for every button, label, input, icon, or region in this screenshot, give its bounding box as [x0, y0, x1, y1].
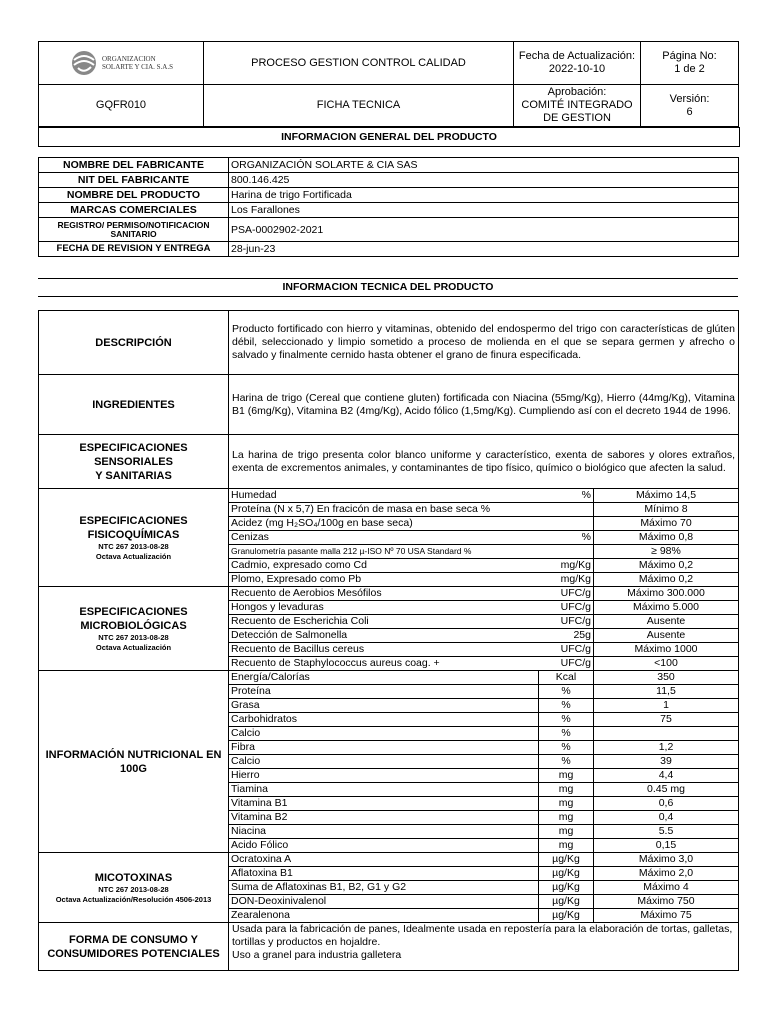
physchem-param: Cadmio, expresado como Cd mg/Kg: [229, 559, 594, 573]
general-label: NOMBRE DEL PRODUCTO: [39, 188, 229, 203]
nutrition-unit: %: [539, 713, 594, 727]
page-value: 1 de 2: [674, 63, 705, 75]
nutrition-row: [39, 671, 739, 685]
sun-logo-icon: [69, 48, 99, 78]
nutrition-param: Niacina: [229, 825, 539, 839]
ingredients-label: INGREDIENTES: [39, 375, 229, 435]
nutrition-param: Vitamina B1: [229, 797, 539, 811]
physchem-label-line2: FISICOQUÍMICAS: [87, 528, 180, 541]
consumption-label-line2: CONSUMIDORES POTENCIALES: [47, 947, 220, 960]
general-value: ORGANIZACIÓN SOLARTE & CIA SAS: [229, 158, 739, 173]
mycotoxin-unit: µg/Kg: [539, 867, 594, 881]
general-value: 800.146.425: [229, 173, 739, 188]
nutrition-param: Proteína: [229, 685, 539, 699]
nutrition-param: Calcio: [229, 755, 539, 769]
approval-value-line2: DE GESTION: [543, 112, 611, 124]
mycotoxin-note-line1: NTC 267 2013-08-28: [98, 884, 169, 894]
nutrition-value: 1: [594, 699, 739, 713]
physchem-param: Proteína (N x 5,7) En fracicón de masa en base seca %: [229, 503, 594, 517]
nutrition-param: Hierro: [229, 769, 539, 783]
general-row: [39, 218, 739, 242]
micro-param: Recuento de Aerobios Mesófilos UFC/g: [229, 587, 594, 601]
micro-label: [39, 587, 229, 671]
nutrition-value: 1,2: [594, 741, 739, 755]
sensory-label: [39, 435, 229, 489]
mycotoxin-value: Máximo 750: [594, 895, 739, 909]
mycotoxin-value: Máximo 2,0: [594, 867, 739, 881]
doc-title: FICHA TECNICA: [204, 85, 514, 127]
sensory-label-line1: ESPECIFICACIONES: [79, 441, 188, 454]
nutrition-param: Tiamina: [229, 783, 539, 797]
ingredients-row: [39, 375, 739, 435]
nutrition-unit: mg: [539, 783, 594, 797]
approval-label: Aprobación:: [547, 86, 607, 98]
doc-code: GQFR010: [39, 85, 204, 127]
company-logo: [39, 42, 204, 85]
logo-text-line1: ORGANIZACION: [101, 55, 156, 63]
physchem-param: Humedad %: [229, 489, 594, 503]
general-row: [39, 203, 739, 218]
nutrition-value: 0,6: [594, 797, 739, 811]
physchem-value: Máximo 14,5: [594, 489, 739, 503]
nutrition-label: [39, 671, 229, 853]
nutrition-unit: Kcal: [539, 671, 594, 685]
nutrition-unit: mg: [539, 811, 594, 825]
page-cell: [641, 42, 739, 85]
consumption-row: [39, 923, 739, 971]
general-label: MARCAS COMERCIALES: [39, 203, 229, 218]
nutrition-value: 39: [594, 755, 739, 769]
nutrition-unit: mg: [539, 797, 594, 811]
mycotoxin-param: Aflatoxina B1: [229, 867, 539, 881]
micro-value: <100: [594, 657, 739, 671]
version-cell: [641, 85, 739, 127]
physchem-note-line1: NTC 267 2013-08-28: [98, 541, 169, 551]
physchem-value: Máximo 0,8: [594, 531, 739, 545]
general-value: Harina de trigo Fortificada: [229, 188, 739, 203]
nutrition-unit: mg: [539, 839, 594, 853]
nutrition-value: 75: [594, 713, 739, 727]
general-row: [39, 188, 739, 203]
nutrition-param: Grasa: [229, 699, 539, 713]
nutrition-param: Fibra: [229, 741, 539, 755]
page-label: Página No:: [662, 50, 717, 62]
physchem-value: ≥ 98%: [594, 545, 739, 559]
nutrition-param: Vitamina B2: [229, 811, 539, 825]
nutrition-label-line1: INFORMACIÓN NUTRICIONAL EN: [45, 748, 222, 761]
nutrition-value: 0.45 mg: [594, 783, 739, 797]
consumption-text-line2: Uso a granel para industria galletera: [232, 949, 402, 961]
general-label: NIT DEL FABRICANTE: [39, 173, 229, 188]
micro-param: Recuento de Staphylococcus aureus coag. + UFC/g: [229, 657, 594, 671]
tech-info-title: INFORMACION TECNICA DEL PRODUCTO: [38, 278, 738, 297]
general-info-table: [38, 157, 739, 257]
general-label: FECHA DE REVISION Y ENTREGA: [39, 242, 229, 257]
nutrition-unit: %: [539, 755, 594, 769]
general-info-title: INFORMACION GENERAL DEL PRODUCTO: [38, 127, 740, 147]
physchem-row: [39, 489, 739, 503]
physchem-value: Mínimo 8: [594, 503, 739, 517]
mycotoxin-value: Máximo 4: [594, 881, 739, 895]
general-row: [39, 242, 739, 257]
approval-cell: [514, 85, 641, 127]
nutrition-value: 11,5: [594, 685, 739, 699]
mycotoxin-unit: µg/Kg: [539, 853, 594, 867]
description-row: [39, 311, 739, 375]
general-value: PSA-0002902-2021: [229, 218, 739, 242]
micro-param: Hongos y levaduras UFC/g: [229, 601, 594, 615]
nutrition-value: 0,4: [594, 811, 739, 825]
nutrition-value: [594, 727, 739, 741]
mycotoxin-value: Máximo 75: [594, 909, 739, 923]
description-label: DESCRIPCIÓN: [39, 311, 229, 375]
mycotoxin-param: Suma de Aflatoxinas B1, B2, G1 y G2: [229, 881, 539, 895]
nutrition-unit: mg: [539, 769, 594, 783]
micro-row: [39, 587, 739, 601]
mycotoxin-note-line2: Octava Actualización/Resolución 4506-2013: [55, 894, 212, 904]
physchem-param: Acidez (mg H₂SO₄/100g en base seca): [229, 517, 594, 531]
description-text: Producto fortificado con hierro y vitaminas, obtenido del endospermo del trigo con características de glúten débil, seleccionado y limpio sometido a proceso de molienda en el que se separa germen y afrecho o salvado y finalmente cernido hasta obtener el grano de finura especificada.: [229, 311, 739, 375]
nutrition-value: 5.5: [594, 825, 739, 839]
ingredients-text: Harina de trigo (Cereal que contiene gluten) fortificada con Niacina (55mg/Kg), Hierro (44mg/Kg), Vitamina B1 (6mg/Kg), Vitamina B2 (4mg/Kg), Acido fólico (1,5mg/Kg). Cumpliendo así con el decreto 1944 de 1996.: [229, 375, 739, 435]
physchem-param: Cenizas %: [229, 531, 594, 545]
document-header: [38, 41, 739, 127]
micro-label-line2: MICROBIOLÓGICAS: [80, 619, 187, 632]
nutrition-label-line2: 100G: [120, 762, 147, 775]
mycotoxin-param: Ocratoxina A: [229, 853, 539, 867]
physchem-label: [39, 489, 229, 587]
micro-param: Detección de Salmonella 25g: [229, 629, 594, 643]
physchem-label-line1: ESPECIFICACIONES: [79, 514, 188, 527]
nutrition-param: Calcio: [229, 727, 539, 741]
micro-note-line2: Octava Actualización: [95, 642, 172, 652]
consumption-text: [229, 923, 739, 971]
general-label: NOMBRE DEL FABRICANTE: [39, 158, 229, 173]
micro-value: Máximo 1000: [594, 643, 739, 657]
nutrition-value: 350: [594, 671, 739, 685]
nutrition-param: Carbohidratos: [229, 713, 539, 727]
micro-value: Ausente: [594, 629, 739, 643]
mycotoxin-unit: µg/Kg: [539, 895, 594, 909]
nutrition-unit: %: [539, 699, 594, 713]
micro-value: Ausente: [594, 615, 739, 629]
tech-info-table: [38, 310, 739, 971]
micro-param: Recuento de Escherichia Coli UFC/g: [229, 615, 594, 629]
sensory-label-line3: Y SANITARIAS: [95, 469, 172, 482]
general-row: [39, 173, 739, 188]
general-value: Los Farallones: [229, 203, 739, 218]
version-value: 6: [686, 105, 693, 118]
micro-label-line1: ESPECIFICACIONES: [79, 605, 188, 618]
physchem-param: Plomo, Expresado como Pb mg/Kg: [229, 573, 594, 587]
mycotoxin-unit: µg/Kg: [539, 909, 594, 923]
process-title: PROCESO GESTION CONTROL CALIDAD: [204, 42, 514, 85]
sensory-text: La harina de trigo presenta color blanco uniforme y característico, exenta de sabores y olores extraños, exenta de excrementos animales, y contaminantes de tipo físico, químico o biológico que afecten la salud.: [229, 435, 739, 489]
sensory-row: [39, 435, 739, 489]
nutrition-unit: %: [539, 685, 594, 699]
mycotoxin-unit: µg/Kg: [539, 881, 594, 895]
general-label: REGISTRO/ PERMISO/NOTIFICACION SANITARIO: [39, 218, 229, 242]
mycotoxin-value: Máximo 3,0: [594, 853, 739, 867]
physchem-value: Máximo 70: [594, 517, 739, 531]
mycotoxin-label-text: MICOTOXINAS: [94, 871, 173, 884]
sensory-label-line2: SENSORIALES: [94, 455, 173, 468]
mycotoxin-param: Zearalenona: [229, 909, 539, 923]
micro-value: Máximo 5.000: [594, 601, 739, 615]
consumption-label: [39, 923, 229, 971]
mycotoxin-param: DON-Deoxinivalenol: [229, 895, 539, 909]
general-value: 28-jun-23: [229, 242, 739, 257]
mycotoxin-row: [39, 853, 739, 867]
version-label: Versión:: [669, 92, 710, 105]
nutrition-value: 0,15: [594, 839, 739, 853]
update-label: Fecha de Actualización:: [518, 50, 636, 62]
update-date-cell: [514, 42, 641, 85]
nutrition-unit: %: [539, 727, 594, 741]
approval-value-line1: COMITÉ INTEGRADO: [521, 99, 633, 111]
consumption-text-line1: Usada para la fabricación de panes, Idealmente usada en repostería para la elaboración de tortas, galletas, tortillas y productos en hojaldre.: [232, 923, 733, 948]
logo-text-line2: SOLARTE Y CIA. S.A.S: [101, 63, 173, 71]
nutrition-param: Energía/Calorías: [229, 671, 539, 685]
nutrition-value: 4,4: [594, 769, 739, 783]
physchem-param: Granulometría pasante malla 212 µ-ISO Nº 70 USA Standard %: [229, 545, 594, 559]
nutrition-unit: %: [539, 741, 594, 755]
physchem-value: Máximo 0,2: [594, 573, 739, 587]
mycotoxin-label: [39, 853, 229, 923]
micro-note-line1: NTC 267 2013-08-28: [98, 632, 169, 642]
update-date: 2022-10-10: [548, 63, 606, 75]
general-row: [39, 158, 739, 173]
physchem-value: Máximo 0,2: [594, 559, 739, 573]
physchem-note-line2: Octava Actualización: [95, 551, 172, 561]
consumption-label-line1: FORMA DE CONSUMO Y: [69, 933, 198, 946]
nutrition-param: Acido Fólico: [229, 839, 539, 853]
micro-param: Recuento de Bacillus cereus UFC/g: [229, 643, 594, 657]
nutrition-unit: mg: [539, 825, 594, 839]
micro-value: Máximo 300.000: [594, 587, 739, 601]
